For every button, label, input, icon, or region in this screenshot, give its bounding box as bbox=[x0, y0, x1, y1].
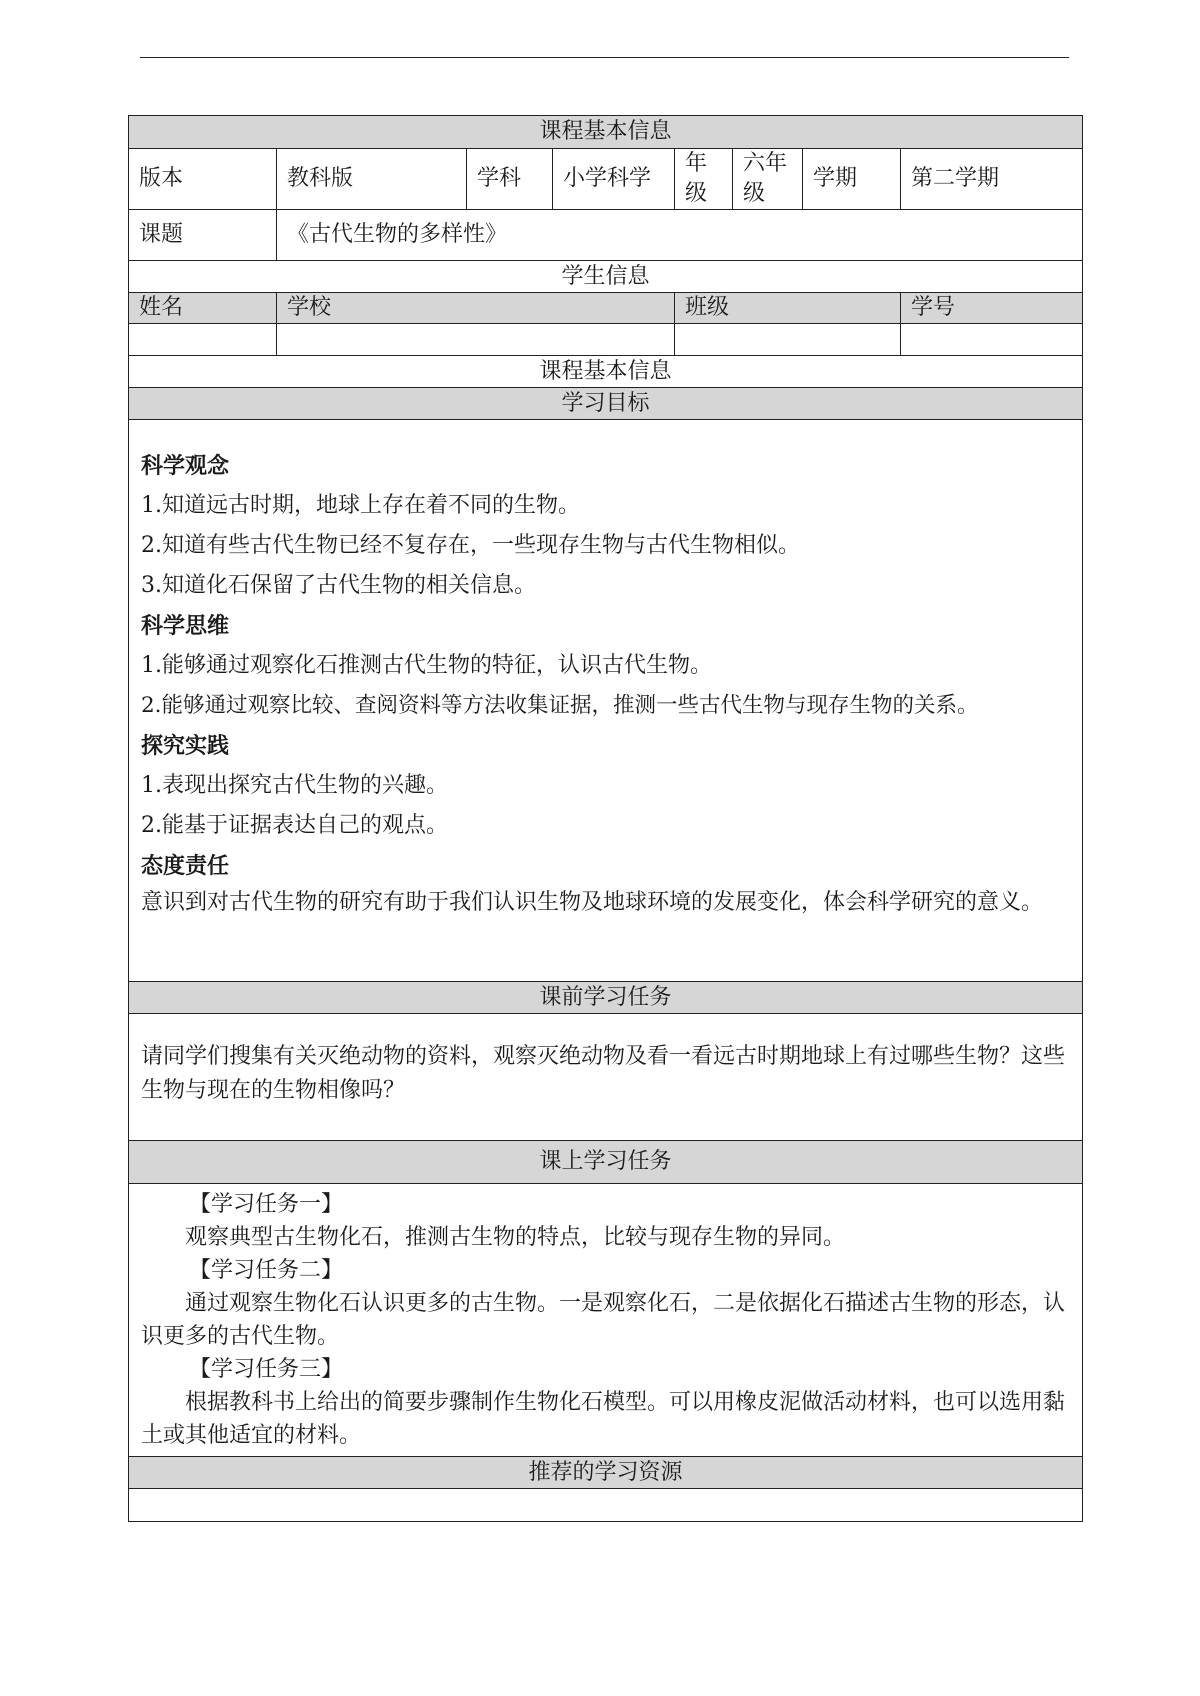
edition-value: 教科版 bbox=[277, 149, 467, 210]
resources-header: 推荐的学习资源 bbox=[129, 1457, 1083, 1489]
term-label: 学期 bbox=[803, 149, 901, 210]
lesson-table bbox=[128, 115, 1083, 1522]
section-heading-science-thinking: 科学思维 bbox=[141, 613, 230, 639]
grade-label: 年级 bbox=[675, 149, 733, 210]
term-value: 第二学期 bbox=[901, 149, 1083, 210]
pre-class-header: 课前学习任务 bbox=[129, 982, 1083, 1014]
in-class-header: 课上学习任务 bbox=[129, 1141, 1083, 1184]
student-name-label: 姓名 bbox=[129, 293, 277, 324]
student-info-header: 学生信息 bbox=[129, 261, 1083, 293]
subject-label: 学科 bbox=[467, 149, 553, 210]
objective-line: 1.表现出探究古代生物的兴趣。 bbox=[141, 773, 448, 798]
topic-value: 《古代生物的多样性》 bbox=[277, 210, 1083, 261]
student-id-label: 学号 bbox=[901, 293, 1083, 324]
in-class-content bbox=[129, 1184, 1083, 1457]
student-class-field[interactable] bbox=[675, 324, 901, 356]
course-info-header-2: 课程基本信息 bbox=[129, 356, 1083, 388]
course-info-header: 课程基本信息 bbox=[129, 116, 1083, 149]
objective-line: 3.知道化石保留了古代生物的相关信息。 bbox=[141, 573, 536, 598]
student-class-label: 班级 bbox=[675, 293, 901, 324]
objectives-content bbox=[129, 420, 1083, 982]
objective-line: 1.能够通过观察化石推测古代生物的特征，认识古代生物。 bbox=[141, 653, 712, 678]
topic-label: 课题 bbox=[129, 210, 277, 261]
section-heading-attitude: 态度责任 bbox=[141, 853, 230, 879]
grade-value: 六年级 bbox=[733, 149, 803, 210]
objective-line: 2.能够通过观察比较、查阅资料等方法收集证据，推测一些古代生物与现存生物的关系。 bbox=[141, 693, 979, 718]
task-text: 通过观察生物化石认识更多的古生物。一是观察化石，二是依据化石描述古生物的形态，认识更多的古代生物。 bbox=[141, 1291, 1066, 1349]
objective-paragraph: 意识到对古代生物的研究有助于我们认识生物及地球环境的发展变化，体会科学研究的意义。 bbox=[141, 890, 1044, 915]
task-text: 观察典型古生物化石，推测古生物的特点，比较与现存生物的异同。 bbox=[185, 1225, 846, 1250]
objectives-header: 学习目标 bbox=[129, 388, 1083, 420]
objective-line: 2.能基于证据表达自己的观点。 bbox=[141, 813, 448, 838]
student-name-field[interactable] bbox=[129, 324, 277, 356]
task-heading: 【学习任务二】 bbox=[189, 1258, 344, 1283]
subject-value: 小学科学 bbox=[553, 149, 675, 210]
section-heading-inquiry-practice: 探究实践 bbox=[141, 733, 230, 759]
pre-class-text: 请同学们搜集有关灭绝动物的资料，观察灭绝动物及看一看远古时期地球上有过哪些生物？这些生物与现在的生物相像吗？ bbox=[141, 1044, 1066, 1103]
edition-label: 版本 bbox=[129, 149, 277, 210]
objective-line: 2.知道有些古代生物已经不复存在，一些现存生物与古代生物相似。 bbox=[141, 533, 800, 558]
pre-class-content bbox=[129, 1014, 1083, 1141]
resources-content[interactable] bbox=[129, 1489, 1083, 1522]
task-text: 根据教科书上给出的简要步骤制作生物化石模型。可以用橡皮泥做活动材料，也可以选用黏土或其他适宜的材料。 bbox=[141, 1390, 1066, 1448]
student-school-field[interactable] bbox=[277, 324, 675, 356]
student-id-field[interactable] bbox=[901, 324, 1083, 356]
student-school-label: 学校 bbox=[277, 293, 675, 324]
task-heading: 【学习任务一】 bbox=[189, 1192, 344, 1217]
section-heading-science-concept: 科学观念 bbox=[141, 453, 230, 479]
task-heading: 【学习任务三】 bbox=[189, 1357, 344, 1382]
header-rule bbox=[140, 57, 1069, 58]
objective-line: 1.知道远古时期，地球上存在着不同的生物。 bbox=[141, 493, 580, 518]
